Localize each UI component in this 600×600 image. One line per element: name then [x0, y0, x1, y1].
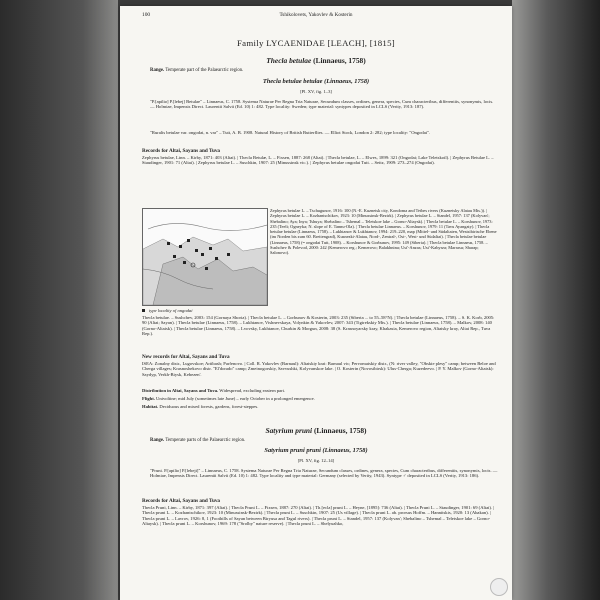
- map-legend: [142, 308, 193, 313]
- records-title: Records for Altai, Sayans and Tuva: [142, 498, 221, 504]
- book-edge-shadow-right: [512, 0, 600, 600]
- subspecies-heading: [120, 78, 512, 85]
- subspecies-author: (Linnaeus, 1758): [322, 447, 368, 454]
- distribution-text: Widespread, excluding eastern part.: [219, 388, 286, 393]
- range-text: Temperate part of the Palaearctic region.: [165, 68, 244, 73]
- subspecies-author: (Linnaeus, 1758): [324, 78, 370, 85]
- legend-square-icon: [142, 309, 145, 312]
- range-line: [150, 68, 243, 73]
- records-title: Records for Altai, Sayans and Tuva: [142, 148, 221, 154]
- legend-text: type locality of ongodai: [149, 308, 193, 313]
- running-head: Tshikolovets, Yakovlev & Kosterin: [279, 12, 353, 18]
- page-number: 100: [142, 12, 151, 18]
- species-author: (Linnaeus, 1758): [313, 426, 367, 435]
- synonym-reference: "Ruralis betulae var. ongodai, n. var" – Tutt, A. B. 1908. Natural History of British Butterflies. — Elliot Stock, London 2: 282; type locality: "Ongodai".: [150, 130, 431, 135]
- records-text-wrapped: Zephyrus betulae L. – Tschugunov, 1916: 100 (N.-E. Kuznetsk city, Kondoma and Tetbes rivers (Kuznetsky Alatau Mts.)). | Zephyrus betulae L. – Kozhantschikov, 1923: 10 (Minussinsk-Bezirk). | Zephyrus betulae L. – Standel, 1957: 137 (Kolyvan'; Shebalino; Aya; Inya; Tshuya; Shebalino – Tshemal – Teletskoe lake – Gorno-Altaysk). | Thecla betulae L. – Korshunov, 1973: 235 (Teeli; Ogneyka; N. slope of E. Tannu-Ola). | Thecla betulae Linnaeus. – Korshunov, 1979: 11 (Tavu Ayangaty). | Thecla betulae betulae (Linnaeus, 1758). – Lukhtanov & Lukhtanov, 1994: 219–220, map (Mittel- und Südaltaien, Westsibirische Ebene (im Norden bis zum 60. Breitengrad), Kusnezki-Alatau, Nord-, Zentral-, Ost-, West- und Südaltai). | Thecla betulae betulae (Linnaeus, 1758) (= ongodai Tutt, 1908). – Korshunov & Gorbunov, 1995: 149 (Siberia). | Thecla betulae Linnaeus, 1758. – Sushchev & Polevod, 2000: 242 (Kemerovo reg.; Kemerovo; Balakhnina; Ust'-Anzas; Ust'-Kabyrza; Marrasu; Sharap; Salonovo).: [270, 208, 497, 256]
- book-gutter-shadow-left: [0, 0, 118, 600]
- subspecies-name: Thecla betulae betulae: [262, 78, 323, 85]
- habitat-label: Habitat.: [142, 404, 159, 409]
- plate-reference: [Pl. XV, fig. 12–14]: [297, 458, 335, 463]
- subspecies-heading: [120, 447, 512, 454]
- habitat-text: Deciduous and mixed forests, gardens, forest-steppes.: [159, 404, 259, 409]
- species-name: Satyrium pruni: [265, 426, 313, 435]
- range-text: Temperate parts of the Palaearctic region.: [165, 438, 246, 443]
- range-label: Range.: [150, 68, 165, 73]
- habitat-line: [142, 404, 498, 409]
- species-heading-satyrium-pruni: [120, 426, 512, 435]
- range-line: [150, 438, 245, 443]
- map-graphic: [143, 209, 267, 305]
- original-description-reference: "Pruni. P.[apilio] P.[lebeji]" – Linnaeus, C. 1758. Systema Naturae Per Regna Tria Naturae, Secundum classes, ordines, genera, species, Cum characteribus, differentiis, synonymis, locis. — Holmiae, Impensis Direct. Laurentii Salvii (Ed. 10) 1: 482. Type locality and type material: Germany (selected by Verity, 1943). Syntype ♂ deposited in LCLS (Verity, 1913: 186).: [150, 468, 498, 479]
- family-title: Family LYCAENIDAE [LEACH], [1815]: [236, 38, 396, 48]
- records-text-top: Zephyrus betulae, Linn. – Kirby, 1871: 403 (Altai). | Thecla Betulæ, L. – Fixsen, 1887: 268 (Altai). | Thecla betulae, L. – Elwes, 1899: 321 (Ongodai; Lake Teletskoil). | Zephyrus Betulae L. – Staudinger, 1901: 71 (Altai). | Zephyrus betulae L. – Suschkin, 1907: 25 (Minussinsk vic.). | Zephyrus betulae ongodai Tutt. – Seitz, 1909: 273–274 (Ongodai).: [142, 155, 494, 166]
- flight-text: Univoltine; mid July (sometimes late June) – early October in a prolonged emergence.: [156, 396, 315, 401]
- new-records-text: ISEA: Zonalny distr., Lugovskoe; Artibash; Parfenovo. | Coll. R. Yakovlev (Barnaul): Altaiskiy krai: Barnaul vic; Pervomaiskiy distr., (N: river valley, "Obskie plesy" camp; between Beloe and Cherga villages; Krasnoshekovo distr. "El'dorado" camp; Zmeinogorskiy, Savvushki, Kolyvanskoe lake. | O. Kosterin (Novosibirsk): Ulus-Cherga; Kuzedeevo. | P. Y. Malkov (Gorno-Altaisk): Saydyp, Verkh-Biysk, Kebezen'.: [142, 361, 496, 377]
- library-stamp-icon: [490, 578, 508, 596]
- range-label: Range.: [150, 438, 165, 443]
- new-records-title: New records for Altai, Sayans and Tuva: [142, 354, 230, 360]
- distribution-label: Distribution in Altai, Sayans and Tuva.: [142, 388, 219, 393]
- records-text-bottom: Thecla betulae. – Sushchev, 2003: 154 (Gornaya Shoria). | Thecla betulae L. – Gorbunov & Kosterin, 2003: 235 (Siberia ... to 55–58°N). | Thecla betulae (Linnaeus, 1758). – S. K. Korb, 2005: 90 (Altai; Sayan). | Thecla betulae (Linnaeus, 1758). – Lukhtanov, Vishnevskaya, Volynkin & Yakovlev, 2007: 343 (Tigirekskiy Mts.). | Thecla betulae (Linnaeus, 1758). – Malkov, 2008: 140 (Gorno-Altaisk). | Thecla betulae (Linnaeus, 1758). – Lvovsky, Lukhtanov, Churkin & Morgun, 2008: 38 (S. Krasnoyarsky kray, Khakasia, Kemerovo region, Altaisky kray, Altai Rep., Tuva Rep.).: [142, 315, 495, 336]
- species-heading-thecla-betulae: [120, 56, 512, 65]
- distribution-map: [142, 208, 268, 306]
- original-description-reference: "P.[apilio] P.[lebej] Betulae" – Linnaeus, C. 1758. Systema Naturae Per Regna Tria Naturae, Secundum classes, ordines, genera, species, Cum characteribus, differentiis, synonymis, locis. — Holmiae, Impensis Direct. Laurentii Salvii (Ed. 10) 1: 482. Type locality: Sweden; type material: syntypes deposited in LCLS (Verity, 1913: 187).: [150, 99, 494, 110]
- subspecies-name: Satyrium pruni pruni: [264, 447, 321, 454]
- flight-line: [142, 396, 498, 401]
- book-page: [120, 6, 512, 600]
- records-text: Thecla Pruni, Linn. – Kirby, 1871: 397 (Altai). | Thecla Pruni L. – Fixsen, 1887: 270 (Altai). | Th.[ecla] pruni L. – Heyne, [1895]: 736 (Altai). | Thecla Pruni L. – Staudinger, 1901: 69 (Altai). | Thecla pruni L. – Kozhantschikov, 1923: 10 (Minussinsk-Bezirk). | Thecla pruni L. – Suschkin, 1907: 25 (Us village). | Thecla pruni L. ab. prorsus Hoffm. – Hannitskis, 1920: 13 (Abakan). | Thecla pruni L. – Lavrov, 1926: 8, 1 (Foothills of Sayan between Biryusa and Tagul rivers). | Thecla pruni L. – Standel, 1957: 137 (Kolyvan'; Shebalino – Tshemal – Teletskoe lake – Gorno-Altaysk). | Thecla pruni L. – Korshunov, 1969: 178 ("Srolby" nature reserve). | Thecla pruni L. – Shelyuzhko,: [142, 505, 495, 526]
- distribution-line: [142, 388, 498, 393]
- species-name: Thecla betulae: [266, 56, 312, 65]
- flight-label: Flight.: [142, 396, 155, 401]
- species-author: (Linnaeus, 1758): [313, 56, 366, 65]
- plate-reference: [Pl. XV, fig. 1–3]: [300, 89, 332, 94]
